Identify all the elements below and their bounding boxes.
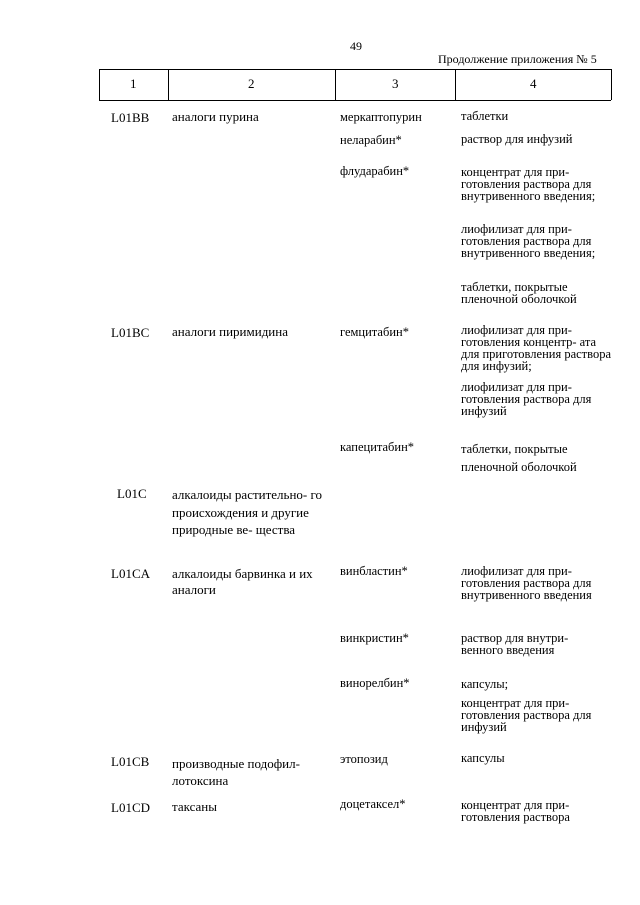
group-name: алкалоиды барвинка и их аналоги <box>172 566 313 597</box>
drug-name: капецитабин* <box>340 440 415 454</box>
dosage-form: концентрат для при- готовления раствора для инфузий <box>461 696 592 734</box>
dosage-form: концентрат для при- готовления раствора <box>461 798 570 824</box>
dosage-form: лиофилизат для при- готовления концентр- ата для приготовления раствора для инфузий; <box>461 323 611 373</box>
table-border <box>611 69 612 100</box>
drug-name: доцетаксел* <box>340 797 406 811</box>
drug-name: флударабин* <box>340 164 410 178</box>
drug-name: меркаптопурин <box>340 110 422 124</box>
drug-name: гемцитабин* <box>340 325 409 339</box>
page-number: 49 <box>350 39 362 53</box>
atc-code: L01BC <box>111 325 150 340</box>
header-col-1: 1 <box>130 76 137 91</box>
drug-name: этопозид <box>340 752 388 766</box>
dosage-form: лиофилизат для при- готовления раствора для внутривенного введения; <box>461 222 596 260</box>
dosage-form: таблетки, покрытые пленочной оболочкой <box>461 442 577 474</box>
atc-code: L01C <box>117 486 147 501</box>
table-border <box>168 69 169 100</box>
drug-name: винорелбин* <box>340 676 410 690</box>
table-border <box>99 69 100 100</box>
table-border <box>455 69 456 100</box>
drug-name: винкристин* <box>340 631 409 645</box>
group-name: аналоги пиримидина <box>172 324 288 339</box>
atc-code: L01BB <box>111 110 150 125</box>
atc-code: L01CD <box>111 800 150 815</box>
group-name: производные подофил- лотоксина <box>172 756 300 788</box>
dosage-form: лиофилизат для при- готовления раствора для инфузий <box>461 380 592 418</box>
dosage-form: лиофилизат для при- готовления раствора для внутривенного введения <box>461 564 592 602</box>
group-name: таксаны <box>172 799 217 814</box>
continuation-label: Продолжение приложения № 5 <box>438 52 597 66</box>
header-col-4: 4 <box>530 76 537 91</box>
dosage-form: капсулы <box>461 751 505 765</box>
dosage-form: концентрат для при- готовления раствора для внутривенного введения; <box>461 165 596 203</box>
header-col-2: 2 <box>248 76 255 91</box>
dosage-form: раствор для внутри- венного введения <box>461 631 569 657</box>
dosage-form: капсулы; <box>461 677 509 691</box>
group-name: алкалоиды растительно- го происхождения и другие природные ве- щества <box>172 487 323 537</box>
drug-name: винбластин* <box>340 564 408 578</box>
dosage-form: раствор для инфузий <box>461 132 573 146</box>
group-name: аналоги пурина <box>172 109 259 124</box>
drug-name: неларабин* <box>340 133 402 147</box>
atc-code: L01CA <box>111 566 150 581</box>
header-col-3: 3 <box>392 76 399 91</box>
table-border <box>335 69 336 100</box>
dosage-form: таблетки, покрытые пленочной оболочкой <box>461 280 577 306</box>
atc-code: L01CB <box>111 754 150 769</box>
dosage-form: таблетки <box>461 109 509 123</box>
